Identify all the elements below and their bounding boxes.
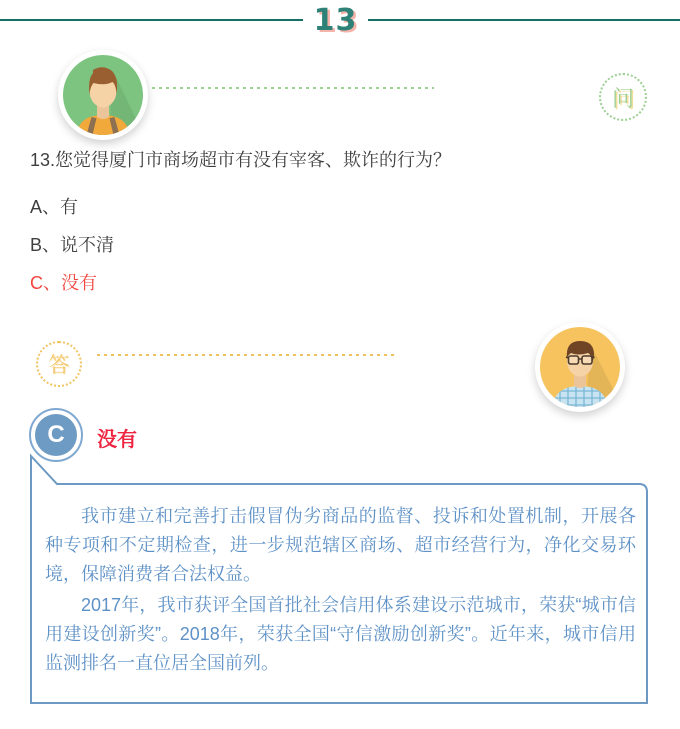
answer-letter: C — [35, 414, 77, 456]
question-dotted-divider — [152, 87, 434, 89]
header-rule-right — [368, 19, 680, 21]
page-number: 13 — [313, 3, 358, 38]
explanation-paragraph-2: 2017年，我市获评全国首批社会信用体系建设示范城市，荣获“城市信用建设创新奖”。2018年，荣获全国“守信激励创新奖”。近年来，城市信用监测排名一直位居全国前列。 — [45, 595, 636, 673]
option-c-highlighted: C、没有 — [30, 273, 97, 293]
explanation-bubble — [29, 453, 650, 705]
answer-text: 没有 — [97, 429, 137, 451]
answer-badge — [36, 341, 82, 387]
question-badge-label: 问 — [611, 85, 634, 111]
question-text: 13.您觉得厦门市商场超市有没有宰客、欺诈的行为？ — [30, 150, 452, 170]
explanation-paragraph-1: 我市建立和完善打击假冒伪劣商品的监督、投诉和处置机制，开展各种专项和不定期检查，进一步规范辖区商场、超市经营行为，净化交易环境，保障消费者合法权益。 — [45, 506, 636, 584]
questioner-avatar — [58, 50, 148, 140]
header-rule-left — [0, 19, 303, 21]
responder-avatar — [535, 322, 625, 412]
option-a: A、有 — [30, 197, 79, 217]
answer-dotted-divider — [97, 354, 398, 356]
man-with-glasses-avatar-icon — [540, 327, 620, 407]
explanation-text — [45, 502, 636, 678]
young-man-avatar-icon — [63, 55, 143, 135]
option-b: B、说不清 — [30, 235, 115, 255]
answer-badge-label: 答 — [48, 354, 70, 377]
question-badge — [599, 73, 647, 121]
